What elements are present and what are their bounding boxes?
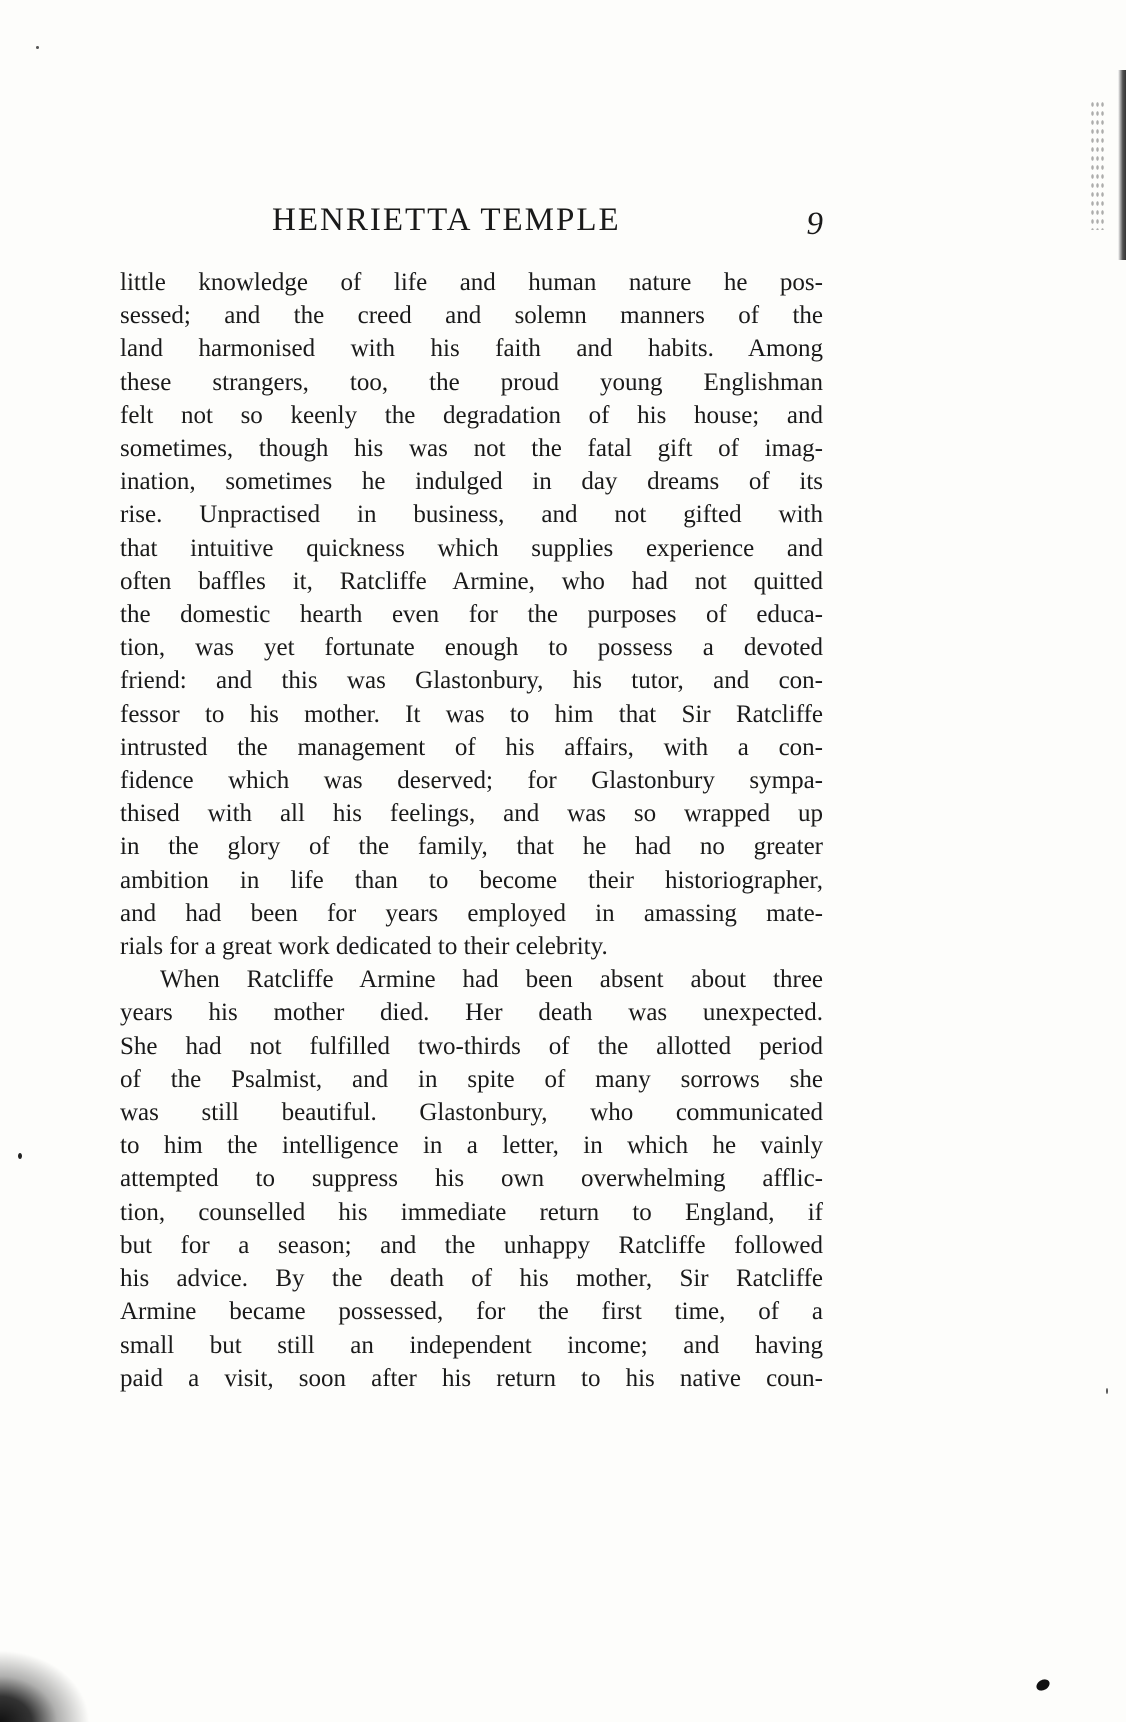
text-line: the domestic hearth even for the purposes of educa- — [120, 601, 823, 629]
text-line: felt not so keenly the degradation of his house; and — [120, 401, 823, 429]
paragraph — [120, 963, 823, 1395]
running-title: HENRIETTA TEMPLE — [272, 202, 621, 238]
text-line: Armine became possessed, for the first time, of a — [120, 1298, 823, 1326]
text-line: often baffles it, Ratcliffe Armine, who had not quitted — [120, 567, 823, 595]
dust-speck — [36, 46, 39, 49]
text-line: tion, counselled his immediate return to England, if — [120, 1198, 823, 1226]
text-line: and had been for years employed in amassing mate- — [120, 899, 823, 927]
text-line: fessor to his mother. It was to him that Sir Ratcliffe — [120, 700, 823, 728]
text-line: but for a season; and the unhappy Ratcliffe followed — [120, 1231, 823, 1259]
paragraph — [120, 266, 823, 963]
text-line: that intuitive quickness which supplies experience and — [120, 534, 823, 562]
text-line: to him the intelligence in a letter, in which he vainly — [120, 1132, 823, 1160]
text-line: years his mother died. Her death was unexpected. — [120, 999, 823, 1027]
text-line: in the glory of the family, that he had no greater — [120, 833, 823, 861]
dust-speck — [1106, 1388, 1108, 1394]
text-line: little knowledge of life and human nature he pos- — [120, 269, 823, 296]
text-line: fidence which was deserved; for Glastonbury sympa- — [120, 767, 823, 795]
text-line: these strangers, too, the proud young Englishman — [120, 368, 823, 396]
dust-speck — [18, 1153, 22, 1159]
running-head — [120, 200, 823, 244]
scan-edge-specks — [1090, 100, 1104, 230]
text-line: attempted to suppress his own overwhelming afflic- — [120, 1165, 823, 1193]
text-line: ination, sometimes he indulged in day dreams of its — [120, 468, 823, 496]
text-line: small but still an independent income; and having — [120, 1331, 823, 1359]
text-line: land harmonised with his faith and habits. Among — [120, 335, 823, 363]
text-line: When Ratcliffe Armine had been absent about three — [160, 966, 823, 994]
text-line: tion, was yet fortunate enough to possess a devoted — [120, 634, 823, 662]
text-line: his advice. By the death of his mother, Sir Ratcliffe — [120, 1265, 823, 1293]
text-line: was still beautiful. Glastonbury, who communicated — [120, 1099, 823, 1127]
body-text — [120, 266, 823, 1395]
text-line: rise. Unpractised in business, and not gifted with — [120, 501, 823, 529]
text-line: friend: and this was Glastonbury, his tutor, and con- — [120, 667, 823, 695]
text-line: sessed; and the creed and solemn manners of the — [120, 302, 823, 330]
text-line: rials for a great work dedicated to their celebrity. — [120, 933, 608, 961]
page-number: 9 — [806, 206, 823, 242]
text-line: sometimes, though his was not the fatal gift of imag- — [120, 435, 823, 463]
text-line: She had not fulfilled two-thirds of the allotted period — [120, 1032, 823, 1060]
scan-edge-shadow — [1118, 70, 1126, 260]
text-line: of the Psalmist, and in spite of many sorrows she — [120, 1065, 823, 1093]
text-line: thised with all his feelings, and was so wrapped up — [120, 800, 823, 828]
scan-smudge — [0, 1650, 90, 1722]
text-line: paid a visit, soon after his return to his native coun- — [120, 1364, 823, 1392]
text-line: ambition in life than to become their historiographer, — [120, 866, 823, 894]
text-line: intrusted the management of his affairs, with a con- — [120, 733, 823, 761]
ink-blot — [1034, 1677, 1051, 1693]
